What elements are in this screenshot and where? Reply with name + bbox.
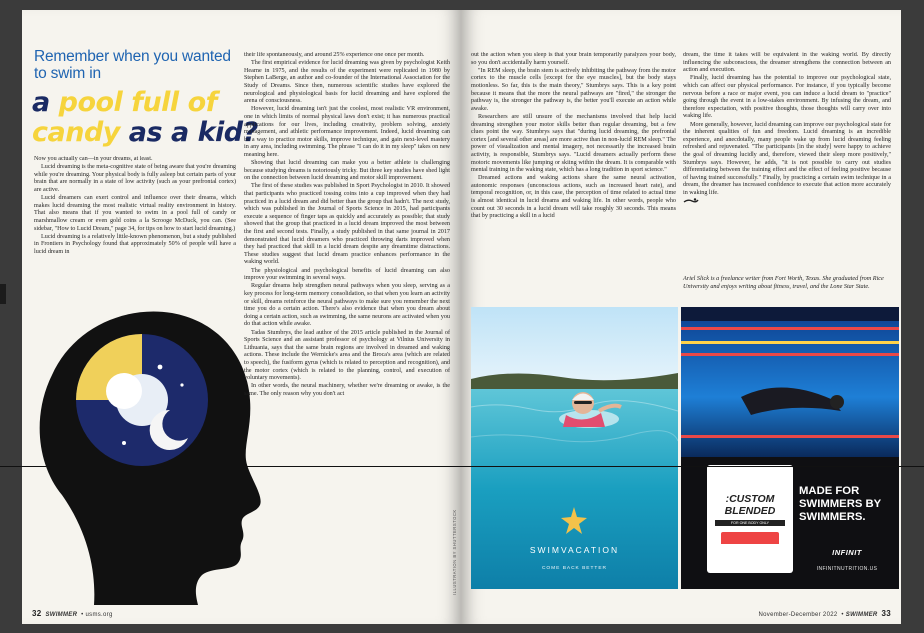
paragraph: Now you actually can—in your dreams, at least.	[34, 156, 153, 162]
paragraph: In other words, the neural machinery, whether we're dreaming or awake, is the same. The only reason why you don't act	[244, 383, 450, 397]
paragraph: The physiological and psychological benefits of lucid dreaming can also improve your swimming in several ways.	[244, 267, 450, 282]
product-package	[707, 465, 793, 573]
site-url: usms.org	[85, 612, 113, 618]
right-folio: November-December 2022 • SWIMMER 33	[758, 609, 891, 618]
infinit-logo: INFINIT	[832, 548, 862, 557]
headline-as-a-kid: as a kid?	[119, 117, 258, 148]
photo-credit: ILLUSTRATION BY SHUTTERSTOCK	[452, 509, 457, 595]
headline-line-4	[32, 118, 258, 148]
swimvacation-tagline: COME BACK BETTER	[541, 566, 608, 571]
middle-column	[244, 52, 450, 597]
left-magazine-page	[22, 10, 461, 624]
magazine-brand: SWIMMER	[45, 612, 78, 618]
headline-candy: candy	[32, 117, 120, 148]
page-number: 32	[32, 609, 42, 618]
paragraph: Showing that lucid dreaming can make you a better athlete is challenging because studying dreams is notoriously tricky. But three key studies have shed light on the connection between lucid dreaming and motor skill improvement.	[244, 160, 450, 182]
paragraph: More generally, however, lucid dreaming can improve our psychological state for the inherent qualities of fun and freedom. Lucid dreaming is an incredible experience, and anecdotally, many people wake up from lucid dreaming feeling refreshed and rejuvenated. "The participants [in the study] were happy to achieve the goal of dreaming lucidly and, therefore, viewed their sleep more positively," Stumbrys says. However, he adds, "it is not possible to carry out studies differentiating between the training effect and the effect of feeling positive because of having trained successfully." Finally, by practicing a certain swim technique in a dream, the dreamer has increased confidence to execute that action more accurately in waking life.	[683, 121, 891, 196]
page-number: 33	[881, 609, 891, 618]
package-label	[721, 532, 779, 562]
headline-line-2: to swim in	[34, 65, 101, 82]
paragraph: However, lucid dreaming isn't just the coolest, most realistic VR environment, one in which limits of normal physical laws don't exist; it has numerous practical applications for our lives, including creativity, problem solving, anxiety management, and athletic performance improvement. Indeed, lucid dreaming can be a way to practice motor skills, improve technique, and gain next-level mastery in any area, including swimming. The phrase "I can do it in my sleep" takes on new meaning here.	[244, 106, 450, 158]
viewer-guide-line	[0, 466, 924, 467]
swimvacation-brand: SWIMVACATION	[529, 545, 620, 555]
paragraph: their life spontaneously, and around 25% experience one once per month.	[244, 52, 425, 58]
headline-line-1: Remember when you wanted	[34, 48, 231, 65]
swimvacation-ad[interactable]	[471, 307, 678, 589]
dreaming-head-illustration	[32, 295, 267, 605]
magazine-brand: SWIMMER	[845, 612, 878, 618]
viewer-edge-tab[interactable]	[0, 284, 6, 304]
left-folio: 32 SWIMMER • usms.org	[32, 609, 113, 618]
paragraph: Lucid dreamers can exert control and influence over their dreams, which makes lucid dreaming the most realistic virtual reality environment in history. That also means that if you wanted to swim in a pool full of candy or marshmallow cream or even gold coins a la Scrooge McDuck, you can. (See sidebar, "How to Lucid Dream," page 34, for tips on how to start lucid dreaming.)	[34, 195, 236, 232]
paragraph: The first empirical evidence for lucid dreaming was given by psychologist Keith Hearne in 1975, and the results of the experiment were replicated in 1980 by Stephen LaBerge, an author and co-founder of the International Association for the Study of Dreams. Since then, numerous scientific studies have explored the neurological and physiological basis for lucid dreaming and have explored the arena of consciousness.	[244, 60, 450, 105]
headline-intro	[34, 48, 231, 82]
paragraph: Finally, lucid dreaming has the potential to improve our psychological state, which can affect our physical performance. For instance, if you typically become nervous before a race or major event, you can induce a lucid dream to "practice" going through the event in a low-stakes environment. By infusing the dream, and therefore expectation, with positive thoughts, those thoughts will carry over into waking life.	[683, 75, 891, 120]
paragraph: "In REM sleep, the brain stem is actively inhibiting the pathway from the motor cortex to the muscle cells [except for the eye muscles], but the body stays motionless. So far, this is the main theory," Stumbrys says. This is a key point because it means that the more the neural pathways are "fired," the stronger the pathway is, the stronger the pathway is, the better you'll execute an action while awake.	[471, 67, 676, 112]
paragraph: out the action when you sleep is that your brain temporarily paralyzes your body, so you don't accidentally harm yourself.	[471, 52, 676, 66]
package-line-3: FOR ONE BODY ONLY	[715, 520, 785, 526]
paragraph: Tadas Stumbrys, the lead author of the 2015 article published in the Journal of Sports Science and an assistant professor of psychology at Vilnius University in Lithuania, says that the same brain regions are involved in dreamed and waking actions. These include the Wernicke's area and the Broca's area (which are related to speech), the fusiform gyrus (which is related to perception and recognition), and the motor cortex (which is related to the planning, control, and execution of voluntary movements).	[244, 329, 450, 382]
infinit-url: INFINITNUTRITION.US	[816, 566, 878, 572]
infinit-nutrition-ad[interactable]	[681, 307, 899, 589]
headline-line-3	[32, 88, 217, 118]
paragraph: Dreamed actions and waking actions share the same neural activation, autonomic responses (unconscious actions, such as increased heart rate), and temporal recognition, or, in this case, the perception of time related to actual time is almost identical in lucid dreams and waking life. In other words, people who count out 30 seconds in a lucid dream will take roughly 30 seconds. This means that by practicing a skill in a lucid	[471, 175, 676, 220]
paragraph: Lucid dreaming is a relatively little-known phenomenon, but a study published in Frontiers in Psychology found that approximately 50% of people will have a lucid dream in	[34, 233, 236, 255]
paragraph: Lucid dreaming is the meta-cognitive state of being aware that you're dreaming while you're dreaming. Your physical body is fully asleep but certain parts of your brain that are normally in a state of low activity (such as your prefrontal cortex) are active.	[34, 164, 236, 193]
paragraph: The first of these studies was published in Sport Psychologist in 2010. It showed that participants who practiced tossing coins into a cup improved when they had practiced in a lucid dream and did better than the group that hadn't. The next study, which was published in the Journal of Sports Science in 2015, had participants execute a sequence of finger taps as quickly and accurately as possible; that study showed that the group that practiced in a lucid dream improved the most between the first and second tests. Finally, a study published in that same journal in 2017 demonstrated that lucid dreamers who practiced throwing darts improved when they had practiced that skill in a lucid dream despite any dreamtime distractions. These studies suggest that lucid dream practice enhances performance in the waking world.	[244, 183, 450, 266]
right-column-1	[471, 52, 676, 302]
swimmer-end-mark-icon	[683, 198, 699, 204]
package-line-1: :CUSTOM	[725, 493, 775, 505]
headline-pool-full-of: pool full of	[58, 87, 217, 118]
infinit-headline: MADE FOR SWIMMERS BY SWIMMERS.	[799, 485, 882, 523]
paragraph: Researchers are still unsure of the mechanisms involved that help lucid dreaming strengthen your motor skills better than regular dreaming, but a few clues point the way. Stumbrys says that "during lucid dreaming, the prefrontal cortex [and several other areas] are more active than in non-lucid REM sleep." The power of visualization and mental imagery, not necessarily the increased brain activity, is responsible, Stumbrys says. "Lucid dreamers actually perform these motoric movements like jumping or skiing within the dream. It is comparable with mental training in the waking state, which has a long tradition in sport science."	[471, 113, 676, 174]
intro-column	[34, 156, 236, 286]
right-magazine-page	[461, 10, 901, 624]
right-column-2	[683, 52, 891, 270]
paragraph: Regular dreams help strengthen neural pathways when you sleep, serving as a key process for long-term memory consolidation, so that when you learn an activity or skill, dreams reinforce the neural pathways to make sure you remember the next time you do a certain action. There's also evidence that when you dream about doing a certain action, such as swimming, the same neurons are activated when you do that action while awake.	[244, 283, 450, 328]
issue-date: November-December 2022	[758, 612, 838, 618]
paragraph: dream, the time it takes will be equivalent in the waking world. By directly influencing the subconscious, the dreamer strengthens the connection between an action and execution.	[683, 52, 891, 74]
headline-word-a: a	[32, 87, 59, 118]
author-bio: Ariel Slick is a freelance writer from Fort Worth, Texas. She graduated from Rice University and enjoys writing about fitness, travel, and the Lone Star State.	[683, 275, 884, 290]
package-line-2: BLENDED	[724, 505, 776, 517]
